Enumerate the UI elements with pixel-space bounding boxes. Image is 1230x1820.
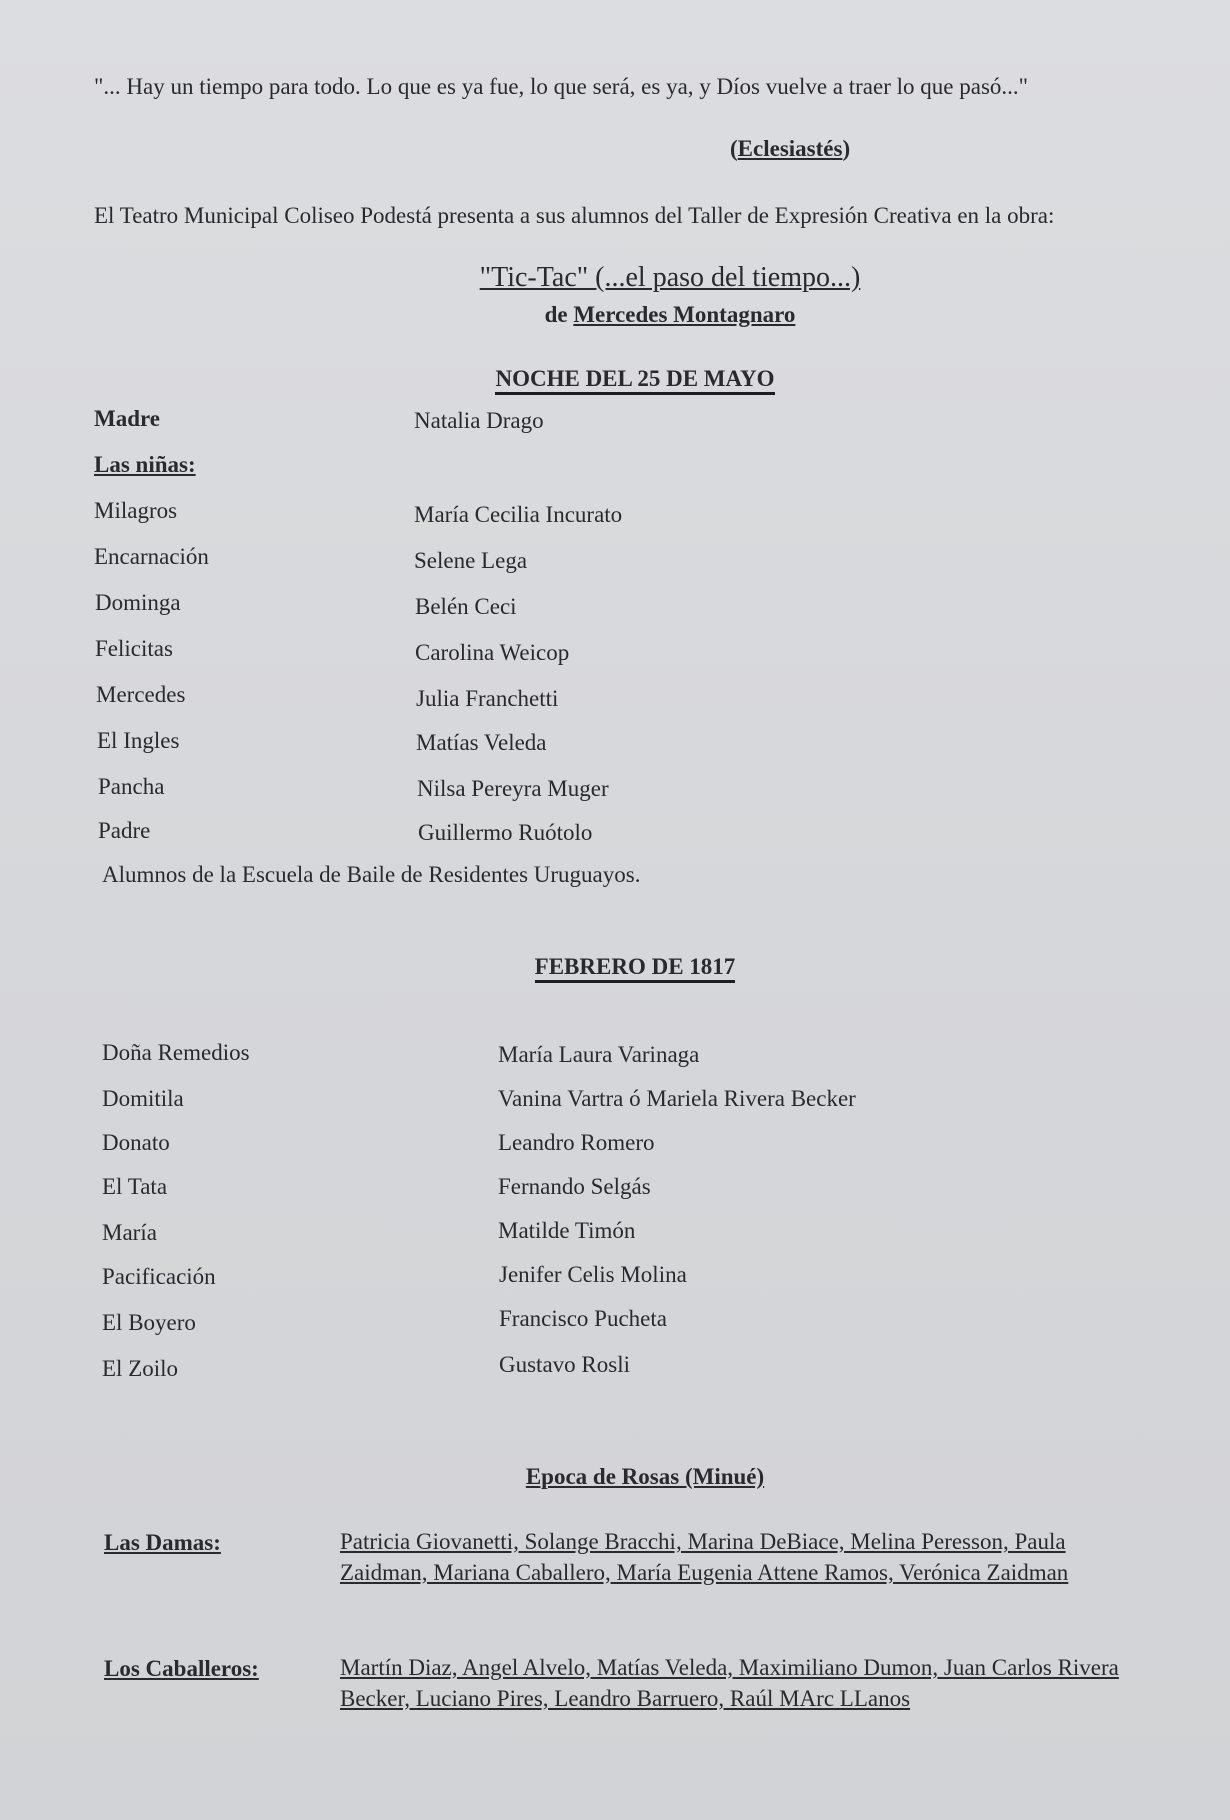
section-title-epoca-de-rosas: Epoca de Rosas (Minué) <box>525 1464 765 1489</box>
role-name: María <box>102 1220 157 1245</box>
intro-paragraph: El Teatro Municipal Coliseo Podestá presenta a sus alumnos del Taller de Expresión Creativa en la obra: <box>94 203 1055 228</box>
actor-name: Vanina Vartra ó Mariela Rivera Becker <box>498 1086 856 1111</box>
role-name: Padre <box>98 818 151 843</box>
author-name: Mercedes Montagnaro <box>573 302 796 327</box>
play-title-text: "Tic-Tac" (...el paso del tiempo...) <box>479 262 861 293</box>
actor-name: Carolina Weicop <box>415 640 570 665</box>
role-name: Felicitas <box>95 636 173 661</box>
author-prefix: de <box>544 302 568 327</box>
role-name: Doña Remedios <box>102 1040 250 1065</box>
damas-label: Las Damas: <box>104 1530 221 1555</box>
actor-madre: Natalia Drago <box>414 408 544 433</box>
actor-name: Gustavo Rosli <box>499 1352 630 1377</box>
actor-name: Guillermo Ruótolo <box>418 820 593 845</box>
role-name: El Ingles <box>97 728 180 753</box>
caballeros-names: Martín Diaz, Angel Alvelo, Matías Veleda, Maximiliano Dumon, Juan Carlos Rivera Becker, Luciano Pires, Leandro Barruero, Raúl MArc LLanos <box>340 1655 1119 1711</box>
actor-name: Nilsa Pereyra Muger <box>417 776 609 801</box>
role-name: Pancha <box>98 774 165 799</box>
actor-name: Julia Franchetti <box>416 686 559 711</box>
section-title-noche: NOCHE DEL 25 DE MAYO <box>0 366 1230 395</box>
actor-name: Fernando Selgás <box>498 1174 651 1199</box>
damas-names: Patricia Giovanetti, Solange Bracchi, Marina DeBiace, Melina Peresson, Paula Zaidman, Mariana Caballero, María Eugenia Attene Ramos, Verónica Zaidman <box>340 1529 1069 1585</box>
actor-name: Francisco Pucheta <box>499 1306 667 1331</box>
role-name: Domitila <box>102 1086 184 1111</box>
role-name: Donato <box>102 1130 170 1155</box>
play-author <box>0 302 1230 328</box>
role-name: Mercedes <box>96 682 186 707</box>
role-name: Dominga <box>95 590 181 615</box>
actor-name: María Cecilia Incurato <box>414 502 623 527</box>
role-name: Pacificación <box>102 1264 216 1289</box>
caballeros-label: Los Caballeros: <box>104 1656 259 1681</box>
quote-source-name: Eclesiastés <box>737 136 843 161</box>
actor-name: María Laura Varinaga <box>498 1042 700 1067</box>
quote-source: (Eclesiastés) <box>730 136 851 161</box>
actor-name: Belén Ceci <box>415 594 517 619</box>
role-name: El Tata <box>102 1174 168 1199</box>
role-name: El Boyero <box>102 1310 196 1335</box>
actor-name: Matilde Timón <box>498 1218 636 1243</box>
role-name: El Zoilo <box>102 1356 179 1381</box>
actor-name: Selene Lega <box>414 548 528 573</box>
ninas-label: Las niñas: <box>94 452 196 477</box>
epigraph-quote: "... Hay un tiempo para todo. Lo que es ya fue, lo que será, es ya, y Díos vuelve a traer lo que pasó..." <box>94 74 1029 99</box>
section-title-febrero: FEBRERO DE 1817 <box>0 954 1230 983</box>
role-madre: Madre <box>94 406 161 431</box>
play-title <box>0 262 1230 294</box>
actor-name: Matías Veleda <box>416 730 547 755</box>
actor-name: Leandro Romero <box>498 1130 655 1155</box>
actor-name: Jenifer Celis Molina <box>499 1262 687 1287</box>
role-name: Encarnación <box>94 544 209 569</box>
role-name: Milagros <box>94 498 178 523</box>
dance-school-note: Alumnos de la Escuela de Baile de Residentes Uruguayos. <box>102 862 641 887</box>
